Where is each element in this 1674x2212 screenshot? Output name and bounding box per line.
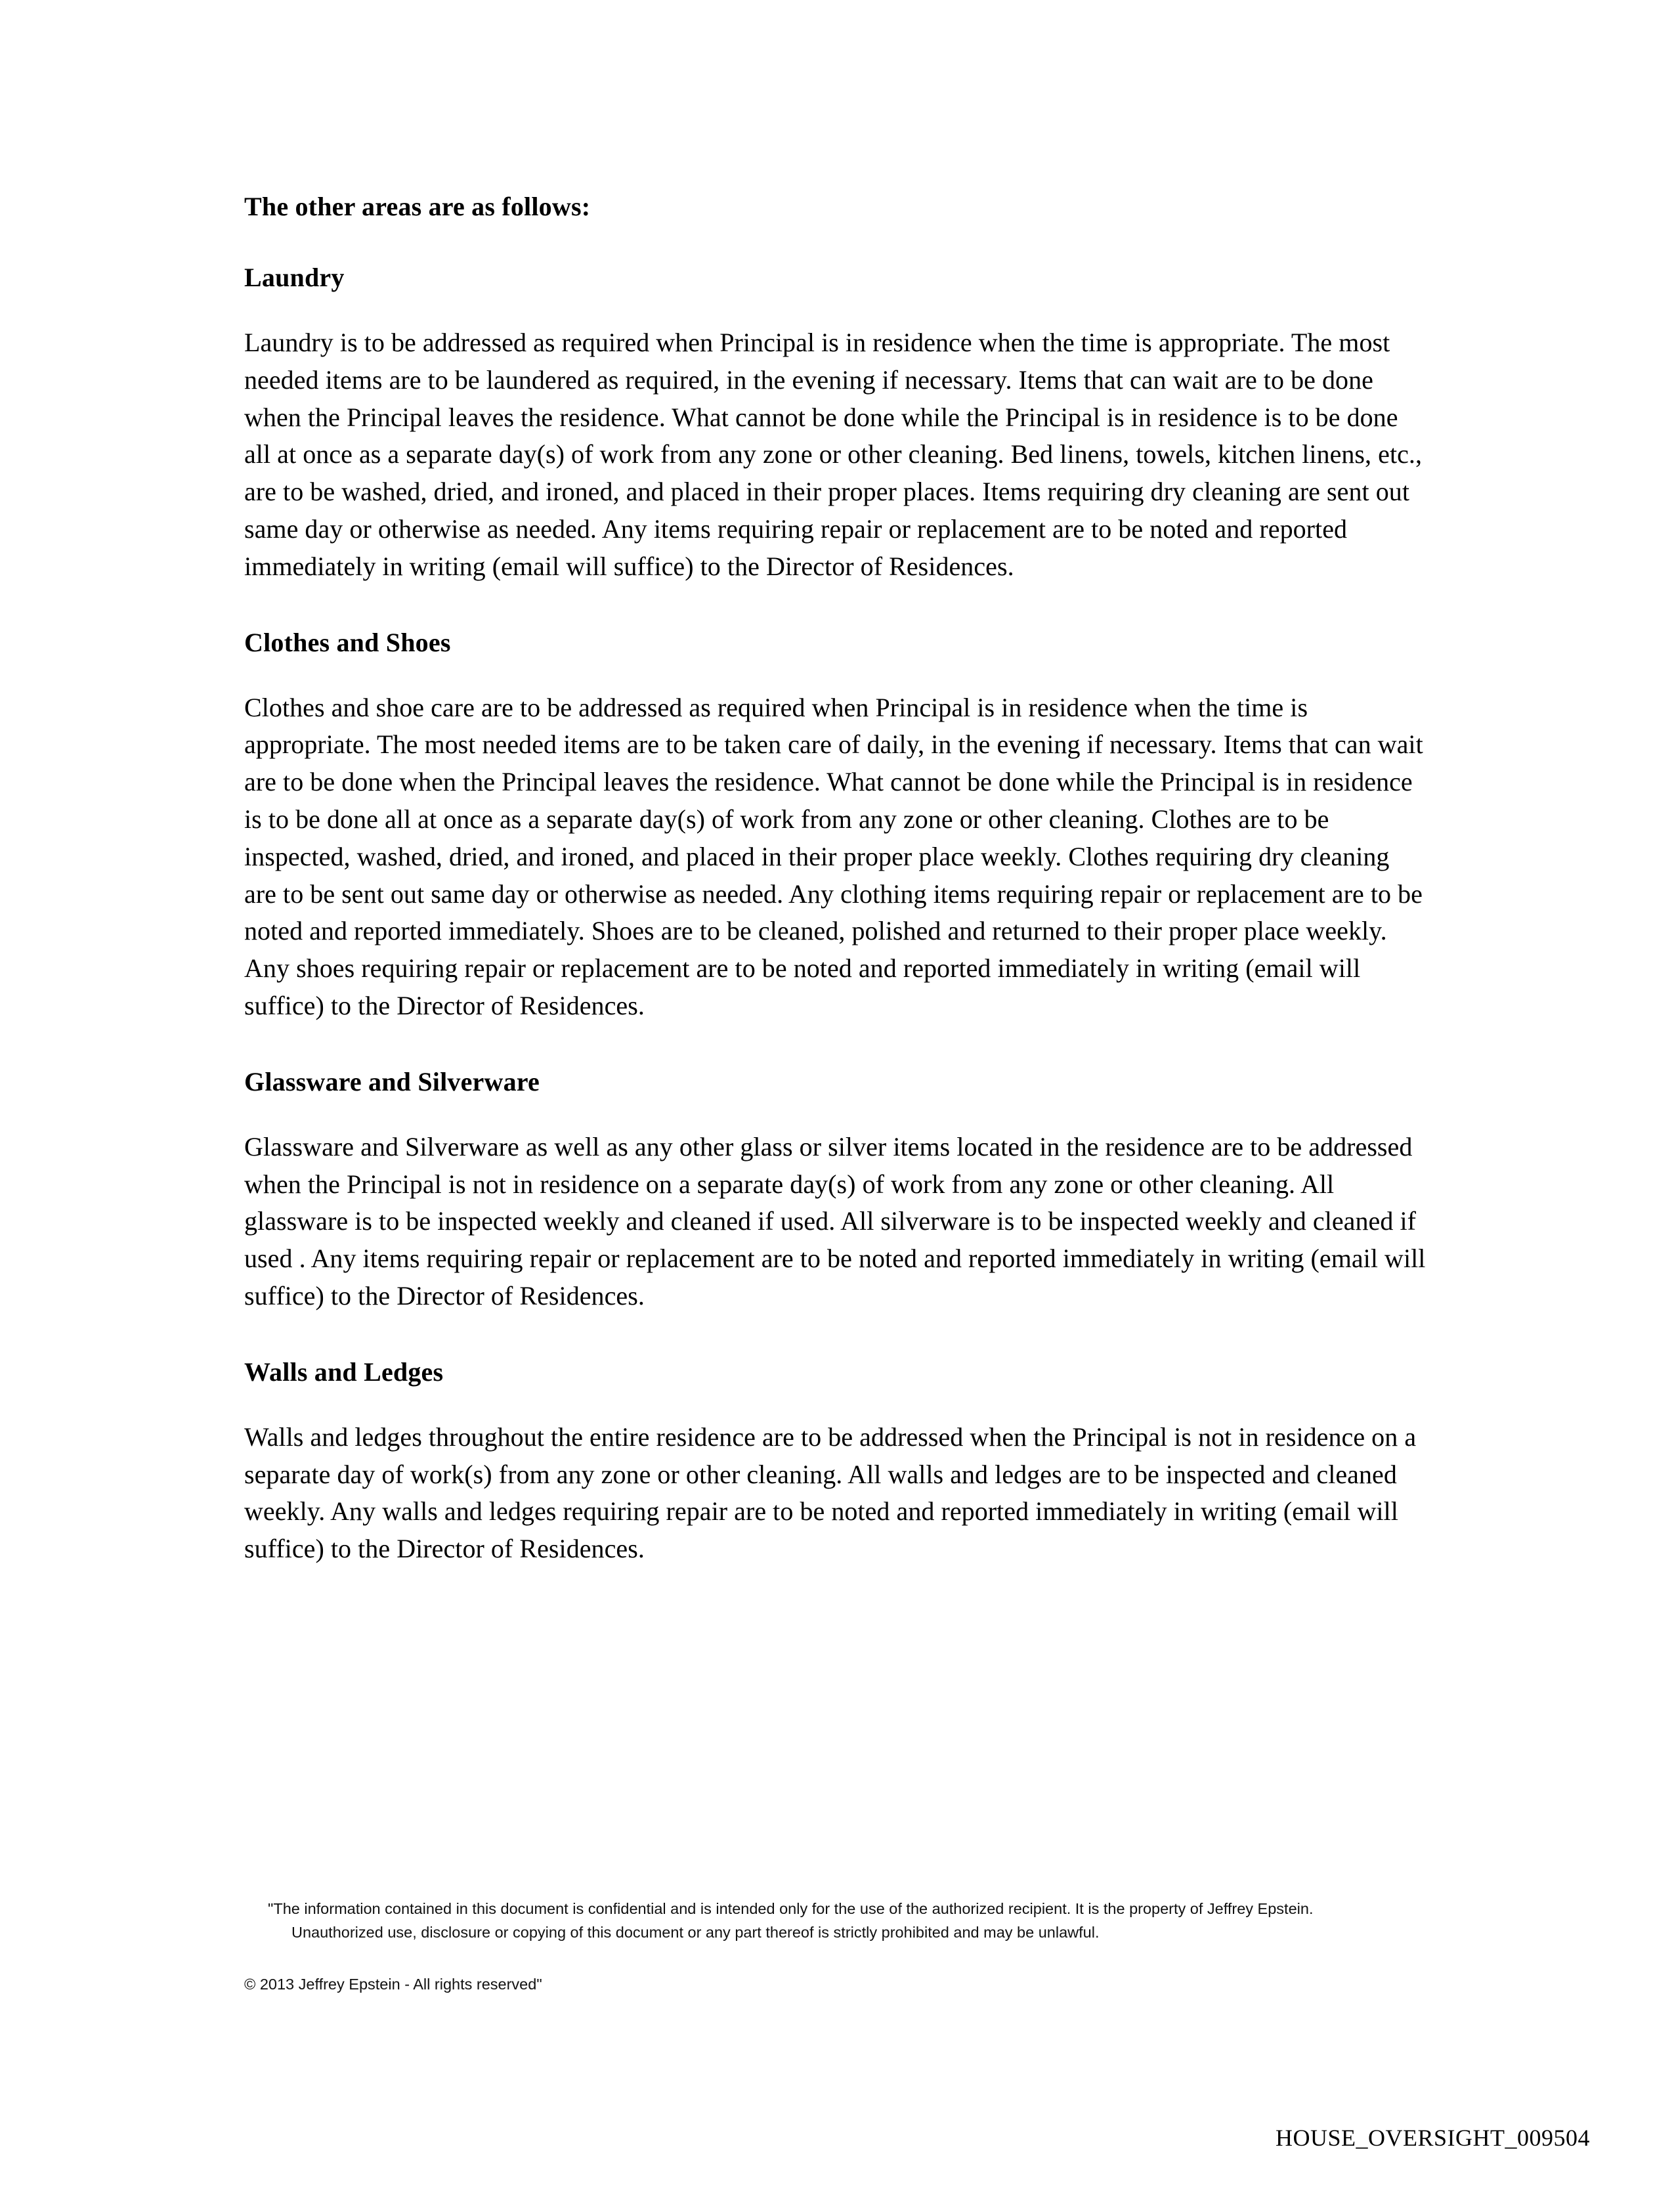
- spacer: [244, 659, 1426, 689]
- document-body: [244, 190, 1426, 1568]
- spacer: [244, 294, 1426, 324]
- section-body-walls-and-ledges: Walls and ledges throughout the entire residence are to be addressed when the Principal is not in residence on a separate day of work(s) from any zone or other cleaning. All walls and ledges are to be inspected and cleaned weekly. Any walls and ledges requiring repair are to be noted and reported immediately in writing (email will suffice) to the Director of Residences.: [244, 1421, 1417, 1564]
- bates-number: HOUSE_OVERSIGHT_009504: [1276, 2125, 1590, 2151]
- spacer: [244, 1389, 1426, 1419]
- section-body-laundry: Laundry is to be addressed as required when Principal is in residence when the time is appropriate. The most needed items are to be laundered as required, in the evening if necessary. Items that can wait are to be done when the Principal leaves the residence. What cannot be done while the Principal is in residence is to be done all at once as a separate day(s) of work from any zone or other cleaning. Bed linens, towels, kitchen linens, etc., are to be washed, dried, and ironed, and placed in their proper places. Items requiring dry cleaning are sent out same day or otherwise as needed. Any items requiring repair or replacement are to be noted and reported immediately in writing (email will suffice) to the Director of Residences.: [244, 328, 1423, 581]
- copyright-notice: © 2013 Jeffrey Epstein - All rights reserved": [244, 1976, 542, 1993]
- spacer: [244, 1315, 1426, 1356]
- confidentiality-notice: "The information contained in this document is confidential and is intended only for the use of the authorized recipient. It is the property of Jeffrey Epstein. Unauthorized use, disclosure or copying of this document or any part thereof is strictly prohibited and may be unlawful.: [268, 1900, 1314, 1941]
- spacer: [244, 1025, 1426, 1066]
- page-title: The other areas are as follows:: [244, 192, 591, 221]
- section-heading-laundry: Laundry: [244, 263, 345, 292]
- section-body-clothes-and-shoes: Clothes and shoe care are to be addressed as required when Principal is in residence when the time is appropriate. The most needed items are to be taken care of daily, in the evening if necessary. Items that can wait are to be done when the Principal leaves the residence. What cannot be done while the Principal is in residence is to be done all at once as a separate day(s) of work from any zone or other cleaning. Clothes are to be inspected, washed, dried, and ironed, and placed in their proper place weekly. Clothes requiring dry cleaning are to be sent out same day or otherwise as needed. Any clothing items requiring repair or replacement are to be noted and reported immediately. Shoes are to be cleaned, polished and returned to their proper place weekly. Any shoes requiring repair or replacement are to be noted and reported immediately in writing (email will suffice) to the Director of Residences.: [244, 692, 1423, 1020]
- spacer: [244, 223, 1426, 261]
- section-heading-glassware-and-silverware: Glassware and Silverware: [244, 1066, 540, 1096]
- document-footer: [244, 1898, 1400, 1997]
- spacer: [244, 1098, 1426, 1129]
- section-heading-walls-and-ledges: Walls and Ledges: [244, 1356, 444, 1387]
- section-heading-clothes-and-shoes: Clothes and Shoes: [244, 627, 451, 657]
- section-body-glassware-and-silverware: Glassware and Silverware as well as any other glass or silver items located in the residence are to be addressed when the Principal is not in residence on a separate day(s) of work from any zone or other cleaning. All glassware is to be inspected weekly and cleaned if used. All silverware is to be inspected weekly and cleaned if used . Any items requiring repair or replacement are to be noted and reported immediately in writing (email will suffice) to the Director of Residences.: [244, 1131, 1426, 1311]
- spacer: [244, 586, 1426, 626]
